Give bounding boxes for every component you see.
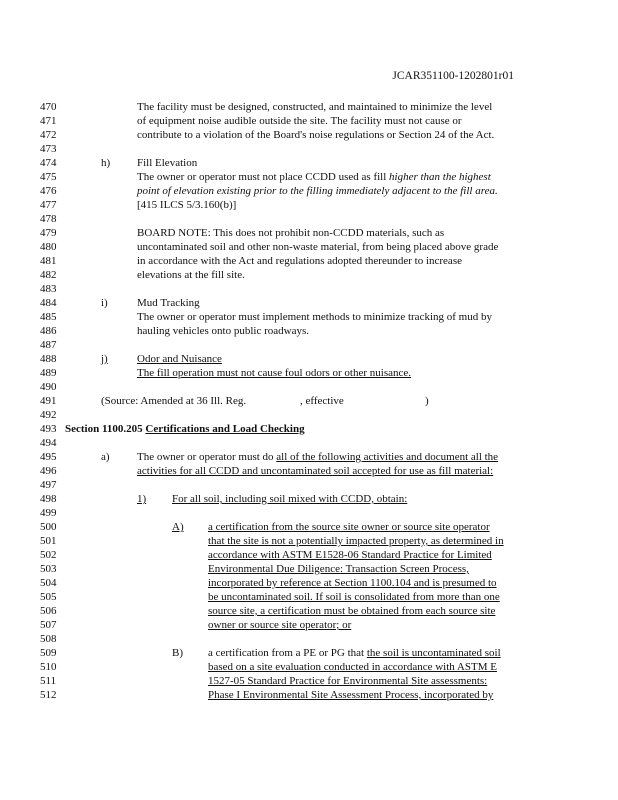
- line-482: [0, 268, 618, 282]
- line-number: 493: [40, 423, 57, 435]
- line-number: 479: [40, 227, 57, 239]
- line-478: [0, 212, 618, 226]
- line-number: 485: [40, 311, 57, 323]
- line-number: 475: [40, 171, 57, 183]
- line-number: 472: [40, 129, 57, 141]
- line-text: elevations at the fill site.: [137, 269, 245, 281]
- line-485: [0, 310, 618, 324]
- line-text-underlined: source site, a certification must be obtained from each source site: [208, 605, 496, 617]
- line-number: 476: [40, 185, 57, 197]
- line-508: [0, 632, 618, 646]
- line-480: [0, 240, 618, 254]
- line-text-underlined: The fill operation must not cause foul odors or other nuisance.: [137, 367, 412, 379]
- line-484: [0, 296, 618, 310]
- section-title: Certifications and Load Checking: [145, 423, 305, 435]
- line-number: 480: [40, 241, 57, 253]
- line-470: [0, 100, 618, 114]
- line-number: 483: [40, 283, 57, 295]
- line-text-underlined: based on a site evaluation conducted in accordance with ASTM E: [208, 661, 497, 673]
- statute-citation: [415 ILCS 5/3.160(b)]: [137, 199, 237, 211]
- line-number: 499: [40, 507, 57, 519]
- subsection-title: Mud Tracking: [137, 297, 200, 309]
- line-number: 470: [40, 101, 57, 113]
- line-text-underlined: that the site is not a potentially impacted property, as determined in: [208, 535, 504, 547]
- source-note: (Source: Amended at 36 Ill. Reg.: [101, 395, 247, 407]
- line-number: 509: [40, 647, 57, 659]
- line-495: [0, 450, 618, 464]
- line-number: 497: [40, 479, 57, 491]
- line-text-underlined: For all soil, including soil mixed with CCDD, obtain:: [172, 493, 408, 505]
- line-476: [0, 184, 618, 198]
- subsection-marker: j): [101, 353, 108, 365]
- line-493: [0, 422, 618, 436]
- line-479: [0, 226, 618, 240]
- section-heading: [65, 422, 305, 436]
- line-text-underlined: accordance with ASTM E1528-06 Standard Practice for Limited: [208, 549, 492, 561]
- line-number: 478: [40, 213, 57, 225]
- line-text-italic: higher than the highest: [389, 171, 491, 183]
- line-text: [137, 170, 491, 184]
- line-477: [0, 198, 618, 212]
- source-note-effective: , effective: [300, 395, 344, 407]
- line-486: [0, 324, 618, 338]
- line-text: contribute to a violation of the Board's noise regulations or Section 24 of the Act.: [137, 129, 495, 141]
- line-number: 506: [40, 605, 57, 617]
- line-text-underlined: Environmental Due Diligence: Transaction Screen Process,: [208, 563, 469, 575]
- line-504: [0, 576, 618, 590]
- line-489: [0, 366, 618, 380]
- line-number: 500: [40, 521, 57, 533]
- subsection-marker: a): [101, 451, 110, 463]
- line-number: 482: [40, 269, 57, 281]
- item-marker: A): [172, 521, 184, 533]
- line-499: [0, 506, 618, 520]
- line-text: [208, 646, 501, 660]
- line-text-underlined: a certification from the source site owner or source site operator: [208, 521, 490, 533]
- line-number: 492: [40, 409, 57, 421]
- line-text-plain: The owner or operator must do: [137, 451, 277, 463]
- line-497: [0, 478, 618, 492]
- document-id-header: JCAR351100-1202801r01: [392, 70, 514, 82]
- line-488: [0, 352, 618, 366]
- line-text-italic: point of elevation existing prior to the filling immediately adjacent to the fill area.: [137, 185, 498, 197]
- line-text: [137, 464, 493, 478]
- line-number: 504: [40, 577, 57, 589]
- line-503: [0, 562, 618, 576]
- line-text-underlined: incorporated by reference at Section 1100.104 and is presumed to: [208, 577, 497, 589]
- line-number: 481: [40, 255, 57, 267]
- line-490: [0, 380, 618, 394]
- line-473: [0, 142, 618, 156]
- line-511: [0, 674, 618, 688]
- line-481: [0, 254, 618, 268]
- line-number: 477: [40, 199, 57, 211]
- line-text-plain: a certification from a PE or PG that: [208, 647, 367, 659]
- line-number: 508: [40, 633, 57, 645]
- line-number: 510: [40, 661, 57, 673]
- line-number: 512: [40, 689, 57, 701]
- line-number: 486: [40, 325, 57, 337]
- line-number: 502: [40, 549, 57, 561]
- line-number: 503: [40, 563, 57, 575]
- line-506: [0, 604, 618, 618]
- line-text-underlined: the soil is uncontaminated soil: [366, 647, 501, 659]
- line-496: [0, 464, 618, 478]
- line-501: [0, 534, 618, 548]
- line-text-underlined: owner or source site operator; or: [208, 619, 352, 631]
- line-text: of equipment noise audible outside the site. The facility must not cause or: [137, 115, 462, 127]
- line-number: 498: [40, 493, 57, 505]
- item-marker: 1): [137, 493, 147, 505]
- line-text-plain: The owner or operator must not place CCDD used as fill: [137, 171, 390, 183]
- line-text-underlined: uncontaminated soil accepted for use as fill material:: [260, 465, 494, 477]
- line-509: [0, 646, 618, 660]
- line-text: in accordance with the Act and regulations adopted thereunder to increase: [137, 255, 462, 267]
- line-483: [0, 282, 618, 296]
- line-number: 491: [40, 395, 57, 407]
- line-494: [0, 436, 618, 450]
- subsection-marker: i): [101, 297, 108, 309]
- line-text: uncontaminated soil and other non-waste material, from being placed above grade: [137, 241, 499, 253]
- line-505: [0, 590, 618, 604]
- item-marker: B): [172, 647, 183, 659]
- line-487: [0, 338, 618, 352]
- board-note: BOARD NOTE: This does not prohibit non-CCDD materials, such as: [137, 227, 445, 239]
- line-500: [0, 520, 618, 534]
- line-number: 490: [40, 381, 57, 393]
- line-472: [0, 128, 618, 142]
- line-number: 496: [40, 465, 57, 477]
- line-number: 488: [40, 353, 57, 365]
- line-number: 507: [40, 619, 57, 631]
- line-text-underlined: Phase I Environmental Site Assessment Process, incorporated by: [208, 689, 494, 701]
- line-text-underlined: all of the following activities and document all the: [276, 451, 499, 463]
- line-text: hauling vehicles onto public roadways.: [137, 325, 309, 337]
- line-510: [0, 660, 618, 674]
- line-491: [0, 394, 618, 408]
- line-512: [0, 688, 618, 702]
- line-number: 501: [40, 535, 57, 547]
- line-number: 474: [40, 157, 57, 169]
- section-number: Section 1100.205: [65, 423, 146, 435]
- subsection-title: Odor and Nuisance: [137, 353, 222, 365]
- line-text: The facility must be designed, constructed, and maintained to minimize the level: [137, 101, 493, 113]
- line-number: 505: [40, 591, 57, 603]
- line-text-underlined: 1527-05 Standard Practice for Environmental Site assessments:: [208, 675, 488, 687]
- line-502: [0, 548, 618, 562]
- line-number: 487: [40, 339, 57, 351]
- line-number: 511: [40, 675, 57, 687]
- line-492: [0, 408, 618, 422]
- line-number: 495: [40, 451, 57, 463]
- subsection-title: Fill Elevation: [137, 157, 198, 169]
- line-474: [0, 156, 618, 170]
- line-text: [137, 450, 498, 464]
- line-text-underlined: be uncontaminated soil. If soil is consolidated from more than one: [208, 591, 500, 603]
- line-507: [0, 618, 618, 632]
- line-number: 471: [40, 115, 57, 127]
- line-number: 489: [40, 367, 57, 379]
- line-number: 484: [40, 297, 57, 309]
- line-475: [0, 170, 618, 184]
- subsection-marker: h): [101, 157, 111, 169]
- line-text-underlined: activities for all CCDD and: [137, 465, 261, 477]
- line-number: 494: [40, 437, 57, 449]
- source-note-close: ): [425, 395, 429, 407]
- line-text: The owner or operator must implement methods to minimize tracking of mud by: [137, 311, 492, 323]
- line-471: [0, 114, 618, 128]
- line-number: 473: [40, 143, 57, 155]
- line-498: [0, 492, 618, 506]
